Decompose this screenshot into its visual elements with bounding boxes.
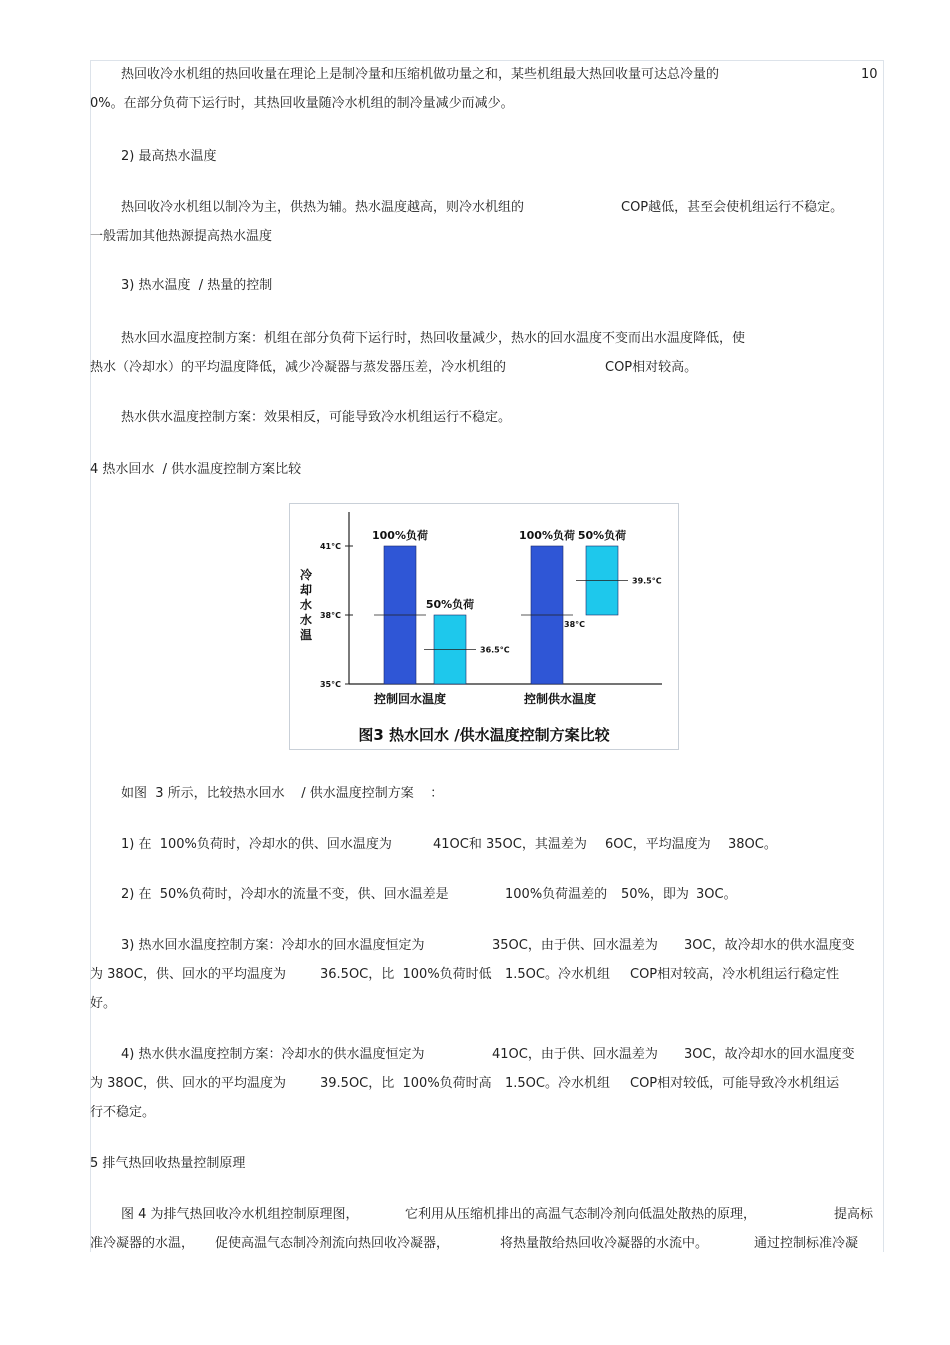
paragraph-text: 图 4 为排气热回收冷水机组控制原理图， xyxy=(121,1207,359,1222)
list-item-text: 41OC和 35OC，其温差为 xyxy=(433,837,587,852)
list-item-text: 1.5OC。冷水机组 xyxy=(505,967,610,982)
list-item-text: 1.5OC。冷水机组 xyxy=(505,1076,610,1091)
section-heading: 3) 热水温度 / 热量的控制 xyxy=(121,278,273,293)
low-label: 38°C xyxy=(564,620,586,629)
y-axis-label: 却 xyxy=(299,583,313,597)
list-item-text: 3OC，故冷却水的回水温度变 xyxy=(684,1047,855,1062)
section-heading: 5 排气热回收热量控制原理 xyxy=(90,1156,246,1171)
group-label: 控制回水温度 xyxy=(373,692,447,706)
mean-label: 36.5°C xyxy=(480,645,510,655)
chart-svg xyxy=(290,504,678,749)
paragraph-text: 10 xyxy=(861,67,878,82)
figure-3-chart xyxy=(289,503,679,750)
paragraph-text: 热回收冷水机组以制冷为主，供热为辅。热水温度越高，则冷水机组的 xyxy=(121,200,525,215)
paragraph-text: 0%。在部分负荷下运行时，其热回收量随冷水机组的制冷量减少而减少。 xyxy=(90,96,514,111)
paragraph-text: COP相对较高。 xyxy=(605,360,698,375)
list-item-text: 1) 在 100%负荷时，冷却水的供、回水温度为 xyxy=(121,837,392,852)
y-axis-label: 冷 xyxy=(299,568,313,582)
list-item-text: 39.5OC，比 100%负荷时高 xyxy=(320,1076,492,1091)
list-item-text: COP相对较高，冷水机组运行稳定性 xyxy=(630,967,840,982)
paragraph-text: 如图 3 所示，比较热水回水 / 供水温度控制方案 ： xyxy=(121,786,444,801)
mean-label: 39.5°C xyxy=(632,576,662,586)
paragraph-text: 提高标 xyxy=(834,1207,874,1222)
y-tick-label: 38°C xyxy=(319,611,341,620)
list-item-text: 41OC，由于供、回水温差为 xyxy=(492,1047,658,1062)
y-axis-label: 水 xyxy=(299,598,313,612)
paragraph-text: 通过控制标准冷凝 xyxy=(754,1236,859,1251)
paragraph-text: 它利用从压缩机排出的高温气态制冷剂向低温处散热的原理， xyxy=(405,1207,757,1222)
list-item-text: 3) 热水回水温度控制方案：冷却水的回水温度恒定为 xyxy=(121,938,425,953)
list-item-text: 3OC，故冷却水的供水温度变 xyxy=(684,938,855,953)
paragraph-text: 促使高温气态制冷剂流向热回收冷凝器， xyxy=(215,1236,450,1251)
list-item-text: 2) 在 50%负荷时，冷却水的流量不变，供、回水温差是 xyxy=(121,887,449,902)
list-item-text: 38OC。 xyxy=(728,837,777,852)
y-tick-label: 35°C xyxy=(319,680,341,689)
list-item-text: 3OC。 xyxy=(696,887,737,902)
list-item-text: 35OC，由于供、回水温差为 xyxy=(492,938,658,953)
y-axis-label: 水 xyxy=(299,613,313,627)
paragraph-text: 热水回水温度控制方案：机组在部分负荷下运行时，热回收量减少，热水的回水温度不变而出水温度降低，使 xyxy=(121,331,746,346)
paragraph-text: COP越低，甚至会使机组运行不稳定。 xyxy=(621,200,844,215)
paragraph-text: 一般需加其他热源提高热水温度 xyxy=(90,229,273,244)
bar-label: 100%负荷 xyxy=(519,529,575,542)
section-heading: 2) 最高热水温度 xyxy=(121,149,217,164)
list-item-text: 好。 xyxy=(90,996,117,1011)
list-item-text: 行不稳定。 xyxy=(90,1105,156,1120)
paragraph-text: 热水供水温度控制方案：效果相反，可能导致冷水机组运行不稳定。 xyxy=(121,410,512,425)
list-item-text: 为 38OC，供、回水的平均温度为 xyxy=(90,967,286,982)
list-item-text: 100%负荷温差的 xyxy=(505,887,608,902)
y-axis-label: 温 xyxy=(299,628,313,642)
paragraph-text: 准冷凝器的水温， xyxy=(90,1236,195,1251)
chart-title: 图3 热水回水 /供水温度控制方案比较 xyxy=(358,726,610,744)
section-heading: 4 热水回水 / 供水温度控制方案比较 xyxy=(90,462,302,477)
paragraph-text: 热水（冷却水）的平均温度降低，减少冷凝器与蒸发器压差，冷水机组的 xyxy=(90,360,507,375)
bar-label: 50%负荷 xyxy=(425,598,475,611)
bar-label: 100%负荷 xyxy=(372,529,428,542)
y-tick-label: 41°C xyxy=(319,542,341,551)
list-item-text: 36.5OC，比 100%负荷时低 xyxy=(320,967,492,982)
list-item-text: 为 38OC，供、回水的平均温度为 xyxy=(90,1076,286,1091)
paragraph-text: 热回收冷水机组的热回收量在理论上是制冷量和压缩机做功量之和，某些机组最大热回收量可达总冷量的 xyxy=(121,67,720,82)
list-item-text: 4) 热水供水温度控制方案：冷却水的供水温度恒定为 xyxy=(121,1047,425,1062)
list-item-text: 6OC，平均温度为 xyxy=(605,837,711,852)
list-item-text: COP相对较低，可能导致冷水机组运 xyxy=(630,1076,840,1091)
list-item-text: 50%，即为 xyxy=(621,887,689,902)
bar-label: 50%负荷 xyxy=(577,529,627,542)
paragraph-text: 将热量散给热回收冷凝器的水流中。 xyxy=(500,1236,709,1251)
group-label: 控制供水温度 xyxy=(523,692,597,706)
